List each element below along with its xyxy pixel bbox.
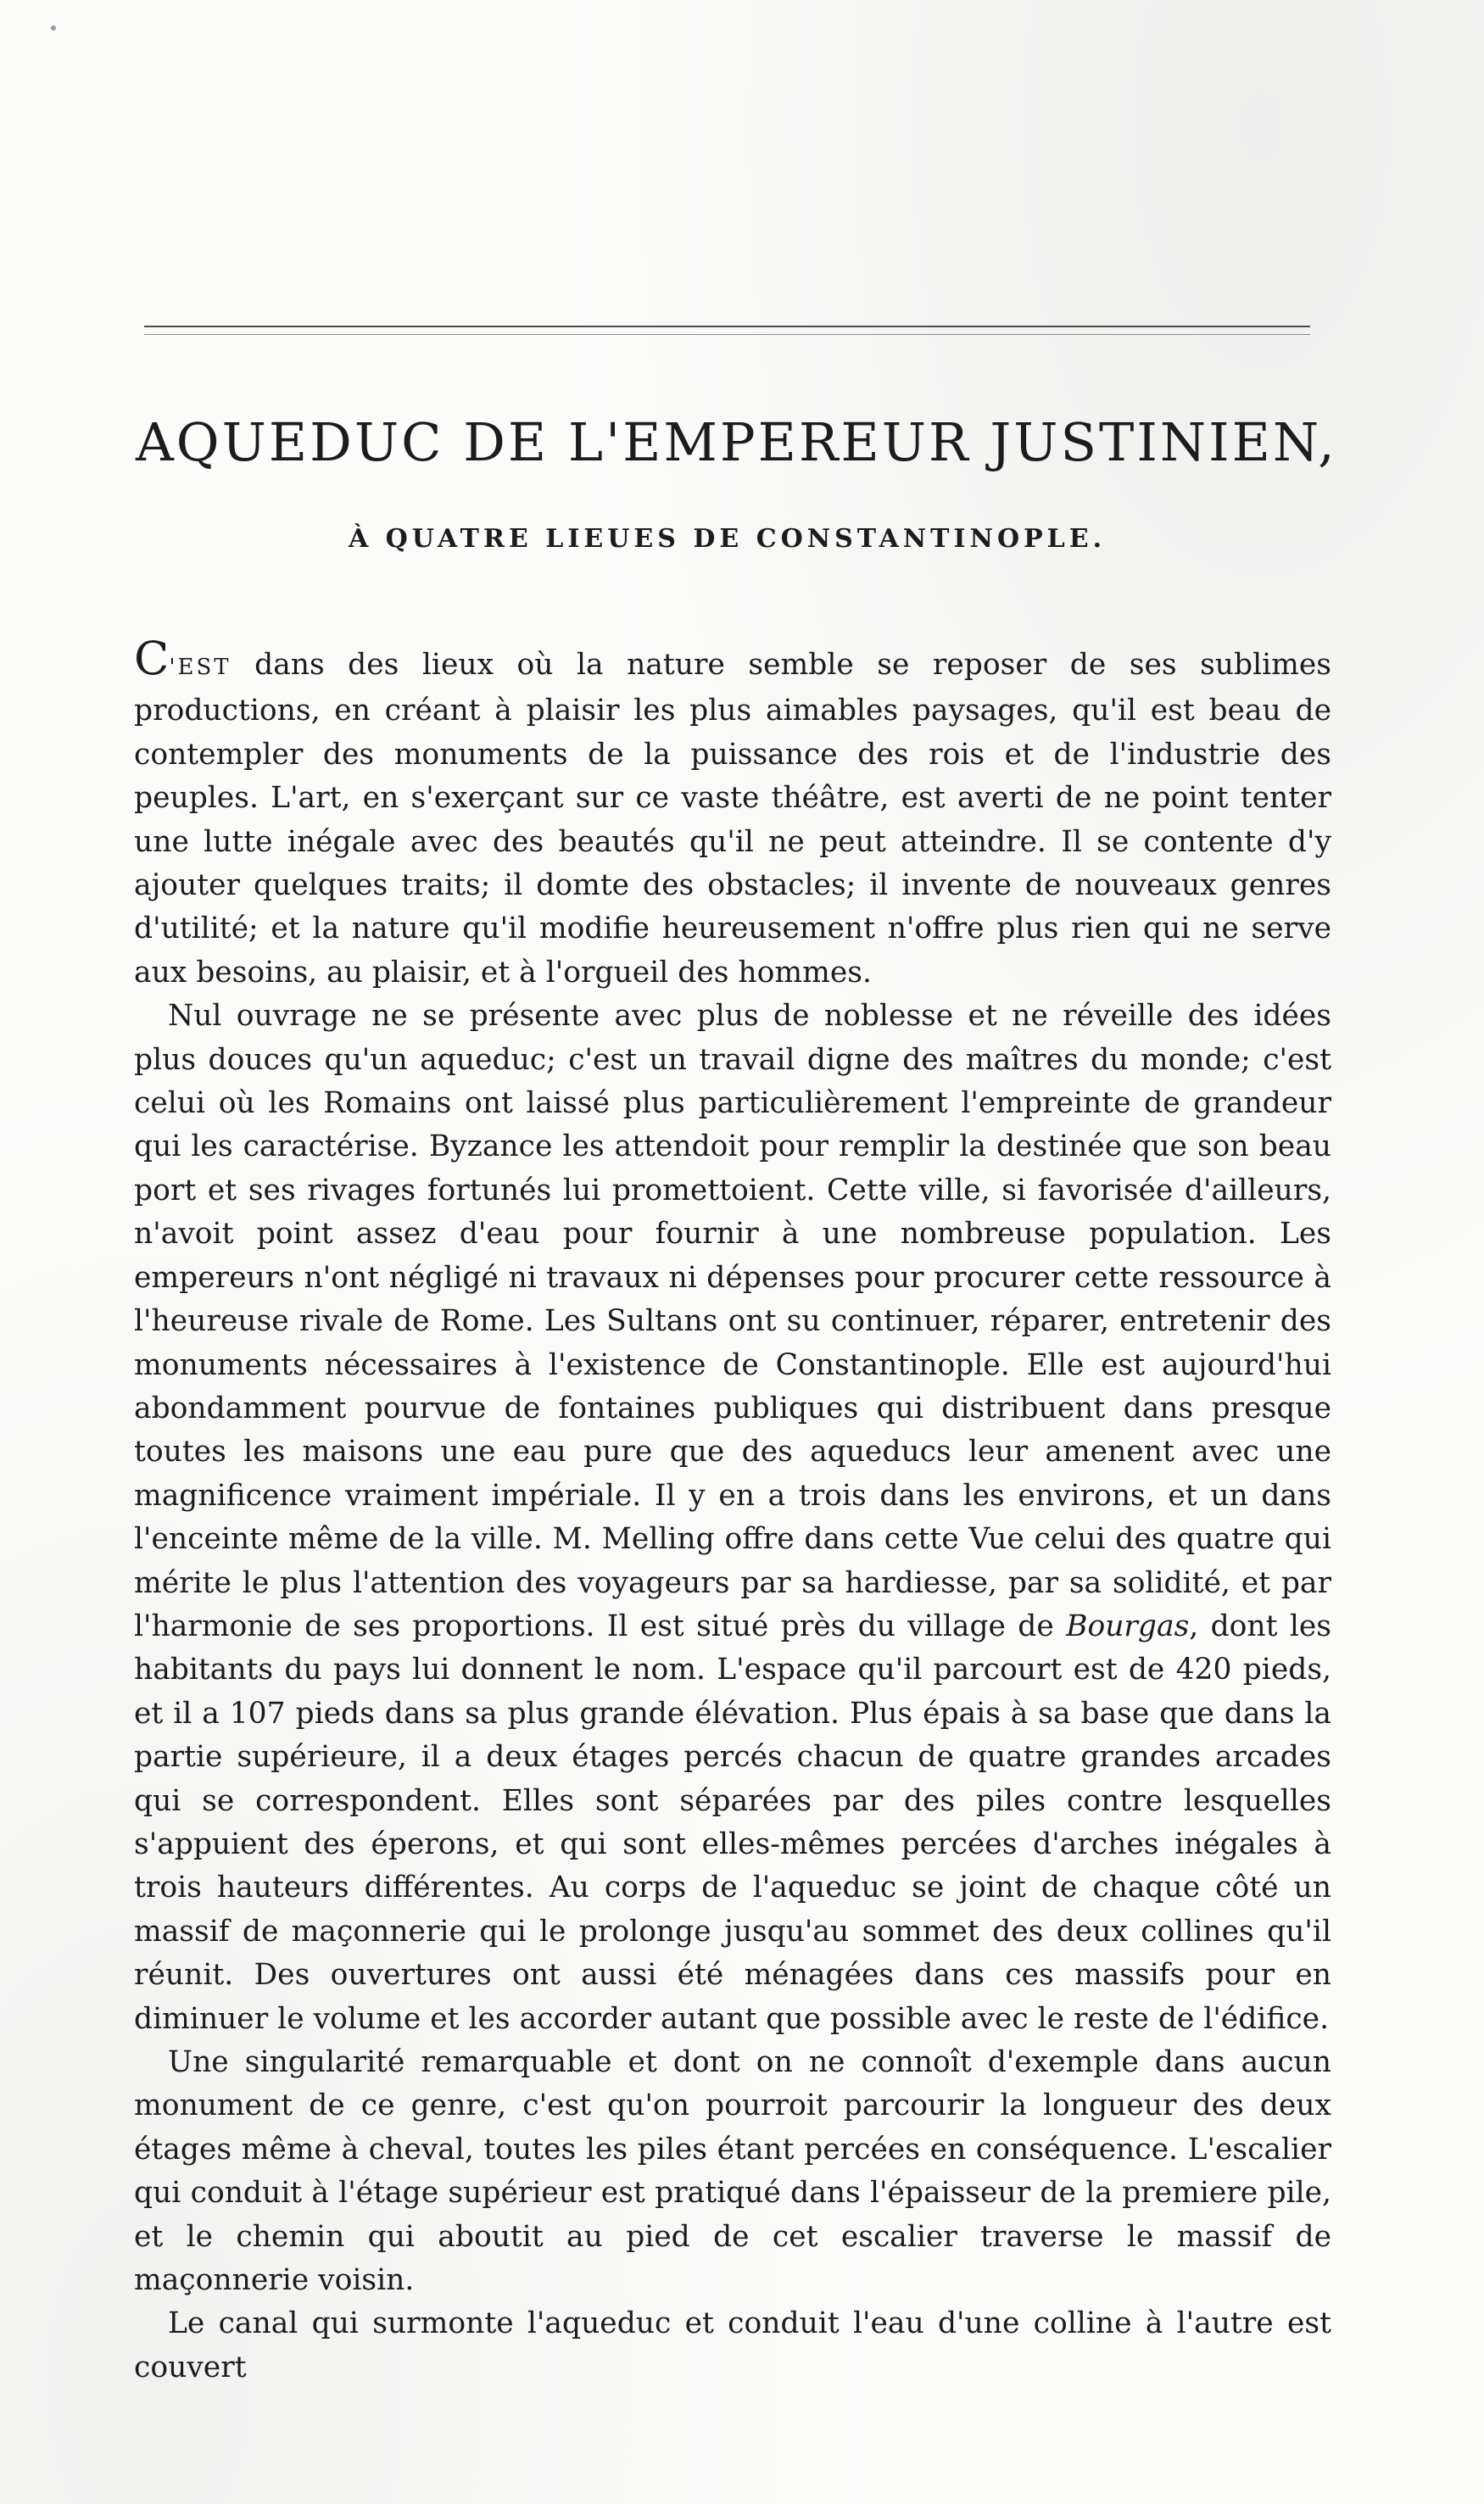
page-title: AQUEDUC DE L'EMPEREUR JUSTINIEN, — [136, 411, 1337, 473]
paragraph-3: Une singularité remarquable et dont on ne connoît d'exemple dans aucun monument de ce genre, c'est qu'on pourroit parcourir la longueur des deux étages même à cheval, toutes les piles étant percées en conséquence. L'escalier qui conduit à l'étage supérieur est pratiqué dans l'épaisseur de la premiere pile, et le chemin qui aboutit au pied de cet escalier traverse le massif de maçonnerie voisin. — [134, 2045, 1331, 2298]
paragraph-2 — [134, 995, 1331, 2041]
paragraph-4: Le canal qui surmonte l'aqueduc et conduit l'eau d'une colline à l'autre est couvert — [134, 2306, 1331, 2384]
place-name-italic: Bourgas — [1066, 1609, 1190, 1643]
page-subtitle: À QUATRE LIEUES DE CONSTANTINOPLE. — [348, 524, 1107, 554]
opening-smallcaps: 'EST — [169, 655, 232, 680]
body-text — [134, 632, 1331, 2390]
header-rule — [144, 326, 1310, 335]
page-speck — [51, 25, 56, 31]
paragraph-1 — [134, 632, 1331, 995]
paragraph-1-text: dans des lieux où la nature semble se reposer de ses sublimes productions, en créant à plaisir les plus aimables paysages, qu'il est beau de contempler des monuments de la puissance des rois et de l'industrie des peuples. L'art, en s'exerçant sur ce vaste théâtre, est averti de ne point tenter une lutte inégale avec des beautés qu'il ne peut atteindre. Il se contente d'y ajouter quelques traits; il domte des obstacles; il invente de nouveaux genres d'utilité; et la nature qu'il modifie heureusement n'offre plus rien qui ne serve aux besoins, au plaisir, et à l'orgueil des hommes. — [134, 648, 1331, 990]
drop-cap: C — [134, 632, 170, 685]
paragraph-2-text-after: , dont les habitants du pays lui donnent le nom. L'espace qu'il parcourt est de 420 pieds, et il a 107 pieds dans sa plus grande élévation. Plus épais à sa base que dans la partie supérieure, il a deux étages percés chacun de quatre grandes arcades qui se correspondent. Elles sont séparées par des piles contre lesquelles s'appuient des éperons, et qui sont elles-mêmes percées d'arches inégales à trois hauteurs différentes. Au corps de l'aqueduc se joint de chaque côté un massif de maçonnerie qui le prolonge jusqu'au sommet des deux collines qu'il réunit. Des ouvertures ont aussi été ménagées dans ces massifs pour en diminuer le volume et les accorder autant que possible avec le reste de l'édifice. — [134, 1609, 1331, 2036]
paragraph-2-text-before: Nul ouvrage ne se présente avec plus de noblesse et ne réveille des idées plus douces qu'un aqueduc; c'est un travail digne des maîtres du monde; c'est celui où les Romains ont laissé plus particulièrement l'empreinte de grandeur qui les caractérise. Byzance les attendoit pour remplir la destinée que son beau port et ses rivages fortunés lui promettoient. Cette ville, si favorisée d'ailleurs, n'avoit point assez d'eau pour fournir à une nombreuse population. Les empereurs n'ont négligé ni travaux ni dépenses pour procurer cette ressource à l'heureuse rivale de Rome. Les Sultans ont su continuer, réparer, entretenir des monuments nécessaires à l'existence de Constantinople. Elle est aujourd'hui abondamment pourvue de fontaines publiques qui distribuent dans presque toutes les maisons une eau pure que des aqueducs leur amenent avec une magnificence vraiment impériale. Il y en a trois dans les environs, et un dans l'enceinte même de la ville. M. Melling offre dans cette Vue celui des quatre qui mérite le plus l'attention des voyageurs par sa hardiesse, par sa solidité, et par l'harmonie de ses proportions. Il est situé près du village de — [134, 999, 1331, 1643]
